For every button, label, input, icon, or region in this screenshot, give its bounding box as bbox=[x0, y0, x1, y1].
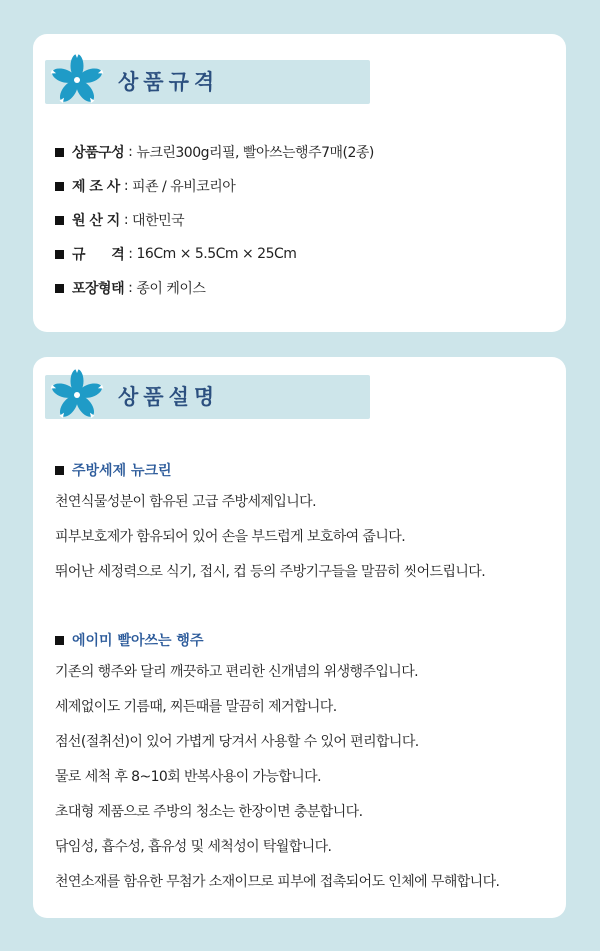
spec-label: 원 산 지 bbox=[72, 213, 120, 229]
description-card bbox=[33, 357, 566, 918]
square-bullet-icon bbox=[55, 466, 64, 475]
description-section bbox=[55, 629, 565, 900]
square-bullet-icon bbox=[55, 250, 64, 259]
square-bullet-icon bbox=[55, 182, 64, 191]
flower-icon bbox=[49, 367, 105, 423]
section-heading bbox=[55, 629, 565, 651]
square-bullet-icon bbox=[55, 284, 64, 293]
spec-row bbox=[55, 169, 555, 203]
spec-list bbox=[55, 135, 555, 305]
description-line: 기존의 행주와 달리 깨끗하고 편리한 신개념의 위생행주입니다. bbox=[55, 664, 418, 680]
spec-header bbox=[45, 60, 370, 104]
section-heading-text: 에이미 빨아쓰는 행주 bbox=[72, 633, 204, 649]
section-lines bbox=[55, 655, 565, 900]
description-section bbox=[55, 459, 565, 590]
flower-icon bbox=[49, 52, 105, 108]
description-line: 물로 세척 후 8~10회 반복사용이 가능합니다. bbox=[55, 769, 321, 785]
description-header bbox=[45, 375, 370, 419]
description-title: 상품설명 bbox=[118, 385, 220, 409]
description-line: 천연소재를 함유한 무첨가 소재이므로 피부에 접촉되어도 인체에 무해합니다. bbox=[55, 874, 500, 890]
description-line: 뛰어난 세정력으로 식기, 접시, 컵 등의 주방기구들을 말끔히 씻어드립니다. bbox=[55, 564, 486, 580]
spec-value: 뉴크린300g리필, 빨아쓰는행주7매(2종) bbox=[136, 145, 374, 161]
spec-row bbox=[55, 135, 555, 169]
spec-title: 상품규격 bbox=[118, 70, 220, 94]
section-lines bbox=[55, 485, 565, 590]
section-heading-text: 주방세제 뉴크린 bbox=[72, 463, 172, 479]
square-bullet-icon bbox=[55, 216, 64, 225]
section-heading bbox=[55, 459, 565, 481]
spec-separator: : bbox=[128, 280, 133, 296]
description-line: 초대형 제품으로 주방의 청소는 한장이면 충분합니다. bbox=[55, 804, 363, 820]
spec-separator: : bbox=[123, 178, 129, 194]
spec-label: 상품구성 bbox=[72, 145, 125, 161]
spec-separator: : bbox=[123, 212, 129, 228]
spec-label: 제 조 사 bbox=[72, 179, 120, 195]
spec-label: 규 격 bbox=[72, 247, 125, 263]
spec-separator: : bbox=[128, 144, 133, 160]
square-bullet-icon bbox=[55, 148, 64, 157]
spec-row bbox=[55, 271, 555, 305]
spec-value: 피죤 / 유비코리아 bbox=[132, 179, 236, 195]
description-line: 천연식물성분이 함유된 고급 주방세제입니다. bbox=[55, 494, 316, 510]
spec-value: 대한민국 bbox=[132, 213, 185, 229]
spec-card bbox=[33, 34, 566, 332]
spec-separator: : bbox=[128, 246, 133, 262]
description-line: 점선(절취선)이 있어 가볍게 당겨서 사용할 수 있어 편리합니다. bbox=[55, 734, 419, 750]
spec-value: 종이 케이스 bbox=[136, 281, 206, 297]
description-line: 닦임성, 흡수성, 흡유성 및 세척성이 탁월합니다. bbox=[55, 839, 332, 855]
square-bullet-icon bbox=[55, 636, 64, 645]
spec-value: 16Cm × 5.5Cm × 25Cm bbox=[136, 246, 297, 262]
spec-row bbox=[55, 203, 555, 237]
description-line: 세제없이도 기름때, 찌든때를 말끔히 제거합니다. bbox=[55, 699, 337, 715]
spec-row bbox=[55, 237, 555, 271]
description-line: 피부보호제가 함유되어 있어 손을 부드럽게 보호하여 줍니다. bbox=[55, 529, 406, 545]
spec-label: 포장형태 bbox=[72, 281, 125, 297]
